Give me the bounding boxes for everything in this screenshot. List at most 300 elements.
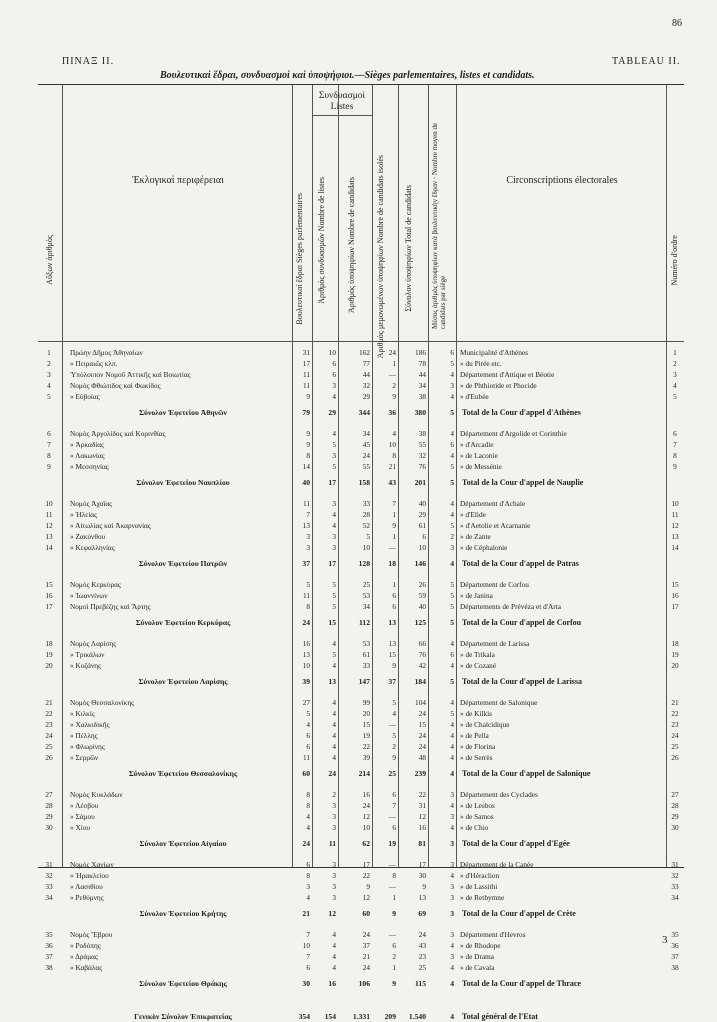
circumscription-gr: » Φλωρίνης bbox=[70, 742, 105, 751]
cell-i: 8 bbox=[392, 451, 396, 460]
cell-a: 5 bbox=[450, 677, 454, 686]
circumscription-fr: Départements de Prévéza et d'Arta bbox=[460, 602, 561, 611]
cell-a: 5 bbox=[450, 478, 454, 487]
cell-a: 4 bbox=[450, 731, 454, 740]
cell-t: 43 bbox=[418, 941, 426, 950]
cell-s: 79 bbox=[302, 408, 310, 417]
cell-c: 344 bbox=[358, 408, 370, 417]
cell-s: 21 bbox=[302, 909, 310, 918]
cell-c: 60 bbox=[362, 909, 370, 918]
circumscription-gr: » Ἡρακλείου bbox=[70, 871, 109, 880]
row-number: 32 bbox=[45, 871, 53, 880]
rule bbox=[312, 115, 372, 116]
circumscription-fr: » de Phthiotide et Phocide bbox=[460, 381, 537, 390]
cell-c: 55 bbox=[362, 462, 370, 471]
circumscription-fr: » de Chio bbox=[460, 823, 489, 832]
row-number: 20 bbox=[45, 661, 53, 670]
cell-s: 9 bbox=[306, 392, 310, 401]
cell-a: 2 bbox=[450, 532, 454, 541]
row-number: 21 bbox=[45, 698, 53, 707]
row-order-number: 22 bbox=[671, 709, 679, 718]
circumscription-gr: Σύνολον Ἐφετείου Θεσσαλονίκης bbox=[128, 769, 238, 778]
row-order-number: 36 bbox=[671, 941, 679, 950]
circumscription-gr: » Ροδόπης bbox=[70, 941, 101, 950]
row-order-number: 28 bbox=[671, 801, 679, 810]
table-row bbox=[38, 391, 684, 402]
cell-c: 24 bbox=[362, 930, 370, 939]
cell-s: 24 bbox=[302, 839, 310, 848]
cell-t: 29 bbox=[418, 510, 426, 519]
cell-l: 2 bbox=[332, 790, 336, 799]
cell-l: 17 bbox=[328, 559, 336, 568]
cell-i: 2 bbox=[392, 381, 396, 390]
cell-s: 11 bbox=[302, 499, 310, 508]
circumscription-gr: Σύνολον Ἐφετείου Αἰγαίου bbox=[139, 839, 227, 848]
cell-c: 158 bbox=[358, 478, 370, 487]
cell-s: 30 bbox=[302, 979, 310, 988]
cell-a: 6 bbox=[450, 650, 454, 659]
circumscription-gr: » Αἰτωλίας καὶ Ἀκαρνανίας bbox=[70, 521, 151, 530]
cell-t: 24 bbox=[418, 709, 426, 718]
cell-l: 3 bbox=[332, 860, 336, 869]
circumscription-fr: » de Chalcidique bbox=[460, 720, 510, 729]
cell-l: 4 bbox=[332, 392, 336, 401]
circumscription-gr: Νομοὶ Πρεβέζης καὶ Ἄρτης bbox=[70, 602, 151, 611]
circumscription-fr: Total général de l'Etat bbox=[462, 1012, 538, 1021]
cell-i: 4 bbox=[392, 709, 396, 718]
row-number: 8 bbox=[47, 451, 51, 460]
cell-t: 24 bbox=[418, 930, 426, 939]
cell-s: 5 bbox=[306, 709, 310, 718]
col-header-lists-cand: Ἀριθμὸς ὑποψηφίων Nombre de candidats bbox=[347, 177, 356, 314]
cell-i: 9 bbox=[392, 753, 396, 762]
cell-l: 3 bbox=[332, 532, 336, 541]
cell-s: 8 bbox=[306, 451, 310, 460]
cell-i: 5 bbox=[392, 731, 396, 740]
col-header-lists: Συνδυασμοὶ Listes bbox=[318, 91, 366, 112]
circumscription-fr: » de Zante bbox=[460, 532, 491, 541]
cell-i: — bbox=[388, 930, 396, 939]
row-order-number: 19 bbox=[671, 650, 679, 659]
cell-c: 24 bbox=[362, 801, 370, 810]
cell-s: 7 bbox=[306, 930, 310, 939]
row-order-number: 35 bbox=[671, 930, 679, 939]
header-right: TABLEAU II. bbox=[612, 56, 681, 67]
rule bbox=[38, 341, 684, 342]
row-order-number: 37 bbox=[671, 952, 679, 961]
cell-i: — bbox=[388, 812, 396, 821]
cell-l: 4 bbox=[332, 698, 336, 707]
table-row bbox=[38, 531, 684, 542]
cell-t: 24 bbox=[418, 731, 426, 740]
row-order-number: 11 bbox=[671, 510, 679, 519]
cell-a: 5 bbox=[450, 408, 454, 417]
cell-a: 4 bbox=[450, 979, 454, 988]
circumscription-gr: » Λέσβου bbox=[70, 801, 99, 810]
table-row bbox=[38, 892, 684, 903]
row-number: 1 bbox=[47, 348, 51, 357]
circumscription-fr: Total de la Cour d'appel de Salonique bbox=[462, 769, 591, 778]
cell-c: 99 bbox=[362, 698, 370, 707]
circumscription-fr: Département de la Canée bbox=[460, 860, 534, 869]
table-row bbox=[38, 708, 684, 719]
cell-a: 5 bbox=[450, 618, 454, 627]
circumscription-fr: Total de la Cour d'appel d'Athènes bbox=[462, 408, 581, 417]
cell-c: 24 bbox=[362, 963, 370, 972]
cell-i: 37 bbox=[388, 677, 396, 686]
cell-a: 4 bbox=[450, 510, 454, 519]
cell-a: 4 bbox=[450, 559, 454, 568]
cell-t: 38 bbox=[418, 392, 426, 401]
cell-s: 8 bbox=[306, 871, 310, 880]
circumscription-gr: » Εὐβοίας bbox=[70, 392, 100, 401]
cell-i: 9 bbox=[392, 661, 396, 670]
cell-c: 10 bbox=[362, 823, 370, 832]
cell-a: 3 bbox=[450, 790, 454, 799]
cell-a: 5 bbox=[450, 602, 454, 611]
row-number: 13 bbox=[45, 532, 53, 541]
circumscription-gr: » Ρεθύμνης bbox=[70, 893, 104, 902]
circumscription-gr: » Λακωνίας bbox=[70, 451, 105, 460]
cell-t: 104 bbox=[415, 698, 426, 707]
table-row bbox=[38, 428, 684, 439]
cell-c: 39 bbox=[362, 753, 370, 762]
table-row bbox=[38, 601, 684, 612]
row-number: 7 bbox=[47, 440, 51, 449]
row-order-number: 20 bbox=[671, 661, 679, 670]
row-order-number: 5 bbox=[673, 392, 677, 401]
circumscription-gr: » Μεσσηνίας bbox=[70, 462, 109, 471]
cell-c: 53 bbox=[362, 639, 370, 648]
circumscription-fr: » de Céphalonie bbox=[460, 543, 508, 552]
circumscription-fr: Total de la Cour d'appel de Crète bbox=[462, 909, 576, 918]
cell-l: 5 bbox=[332, 650, 336, 659]
cell-a: 4 bbox=[450, 1012, 454, 1021]
cell-t: 1.540 bbox=[408, 1012, 426, 1021]
circumscription-fr: Département des Cyclades bbox=[460, 790, 538, 799]
cell-l: 4 bbox=[332, 429, 336, 438]
table-row bbox=[38, 638, 684, 649]
table-row bbox=[38, 450, 684, 461]
total-row bbox=[38, 908, 684, 919]
cell-t: 69 bbox=[418, 909, 426, 918]
cell-l: 3 bbox=[332, 543, 336, 552]
row-number: 9 bbox=[47, 462, 51, 471]
row-number: 30 bbox=[45, 823, 53, 832]
circumscription-fr: Total de la Cour d'appel de Thrace bbox=[462, 979, 581, 988]
total-row bbox=[38, 838, 684, 849]
cell-l: 3 bbox=[332, 882, 336, 891]
circumscription-fr: Département d'Argolide et Corinthie bbox=[460, 429, 567, 438]
cell-a: 4 bbox=[450, 499, 454, 508]
cell-a: 5 bbox=[450, 462, 454, 471]
cell-a: 5 bbox=[450, 359, 454, 368]
circumscription-fr: Total de la Cour d'appel de Patras bbox=[462, 559, 579, 568]
cell-t: 61 bbox=[418, 521, 426, 530]
cell-a: 4 bbox=[450, 742, 454, 751]
row-number: 37 bbox=[45, 952, 53, 961]
row-number: 25 bbox=[45, 742, 53, 751]
cell-i: 209 bbox=[384, 1012, 396, 1021]
circumscription-gr: » Ἠλείας bbox=[70, 510, 98, 519]
cell-i: 43 bbox=[388, 478, 396, 487]
cell-a: 3 bbox=[450, 930, 454, 939]
cell-s: 8 bbox=[306, 602, 310, 611]
row-order-number: 9 bbox=[673, 462, 677, 471]
cell-t: 44 bbox=[418, 370, 426, 379]
circumscription-fr: » de Cozané bbox=[460, 661, 497, 670]
total-row bbox=[38, 558, 684, 569]
cell-i: 6 bbox=[392, 591, 396, 600]
circumscription-gr: » Ἀρκαδίας bbox=[70, 440, 104, 449]
header-left: ΠΙΝΑΞ II. bbox=[62, 56, 115, 67]
row-number: 26 bbox=[45, 753, 53, 762]
table-row bbox=[38, 439, 684, 450]
row-order-number: 34 bbox=[671, 893, 679, 902]
cell-s: 24 bbox=[302, 618, 310, 627]
cell-l: 5 bbox=[332, 602, 336, 611]
cell-a: 5 bbox=[450, 709, 454, 718]
circumscription-gr: » Κεφαλληνίας bbox=[70, 543, 115, 552]
row-order-number: 2 bbox=[673, 359, 677, 368]
cell-i: 18 bbox=[388, 559, 396, 568]
cell-s: 6 bbox=[306, 742, 310, 751]
circumscription-fr: Total de la Cour d'appel de Nauplie bbox=[462, 478, 584, 487]
circumscription-fr: » de Rhodope bbox=[460, 941, 501, 950]
cell-s: 13 bbox=[302, 650, 310, 659]
cell-c: 12 bbox=[362, 893, 370, 902]
circumscription-fr: » de Lassithi bbox=[460, 882, 498, 891]
cell-t: 38 bbox=[418, 429, 426, 438]
cell-l: 3 bbox=[332, 451, 336, 460]
col-header-order-fr: Numéro d'ordre bbox=[670, 235, 679, 286]
cell-i: 1 bbox=[392, 893, 396, 902]
row-order-number: 12 bbox=[671, 521, 679, 530]
cell-c: 20 bbox=[362, 709, 370, 718]
cell-s: 16 bbox=[302, 639, 310, 648]
circumscription-fr: Département de Corfou bbox=[460, 580, 529, 589]
cell-c: 34 bbox=[362, 602, 370, 611]
table-row bbox=[38, 649, 684, 660]
row-order-number: 23 bbox=[671, 720, 679, 729]
circumscription-fr: » d'Elide bbox=[460, 510, 486, 519]
cell-t: 31 bbox=[418, 801, 426, 810]
circumscription-gr: Σύνολον Ἐφετείου Λαρίσης bbox=[138, 677, 228, 686]
cell-c: 61 bbox=[362, 650, 370, 659]
col-header-lists-count: Ἀριθμὸς συνδυασμῶν Nombre de listes bbox=[317, 177, 326, 304]
cell-s: 60 bbox=[302, 769, 310, 778]
cell-t: 10 bbox=[418, 543, 426, 552]
cell-l: 6 bbox=[332, 359, 336, 368]
cell-a: 5 bbox=[450, 521, 454, 530]
circumscription-fr: » de Florina bbox=[460, 742, 496, 751]
circumscription-gr: » Χίου bbox=[70, 823, 90, 832]
row-order-number: 13 bbox=[671, 532, 679, 541]
cell-t: 66 bbox=[418, 639, 426, 648]
cell-c: 44 bbox=[362, 370, 370, 379]
cell-c: 22 bbox=[362, 871, 370, 880]
cell-a: 4 bbox=[450, 370, 454, 379]
cell-s: 7 bbox=[306, 510, 310, 519]
circumscription-gr: » Ζακύνθου bbox=[70, 532, 106, 541]
row-number: 4 bbox=[47, 381, 51, 390]
col-header-average: Μέσος ἀριθμὸς ὑποψηφίων κατὰ βουλευτικὴν ἕδραν · Nombre moyen de candidats par siège bbox=[431, 122, 447, 329]
cell-s: 9 bbox=[306, 440, 310, 449]
cell-s: 37 bbox=[302, 559, 310, 568]
cell-t: 40 bbox=[418, 602, 426, 611]
cell-i: 24 bbox=[388, 348, 396, 357]
cell-s: 3 bbox=[306, 532, 310, 541]
table-row bbox=[38, 520, 684, 531]
cell-l: 6 bbox=[332, 370, 336, 379]
circumscription-gr: Νομὸς Ἀργολίδος καὶ Κορινθίας bbox=[70, 429, 166, 438]
row-order-number: 14 bbox=[671, 543, 679, 552]
cell-c: 34 bbox=[362, 429, 370, 438]
cell-a: 4 bbox=[450, 753, 454, 762]
cell-i: 9 bbox=[392, 979, 396, 988]
cell-c: 21 bbox=[362, 952, 370, 961]
cell-a: 3 bbox=[450, 860, 454, 869]
row-order-number: 24 bbox=[671, 731, 679, 740]
cell-l: 4 bbox=[332, 742, 336, 751]
cell-a: 3 bbox=[450, 952, 454, 961]
table-row bbox=[38, 380, 684, 391]
cell-t: 16 bbox=[418, 823, 426, 832]
table-caption: Βουλευτικαὶ ἕδραι, συνδυασμοὶ καὶ ὑποψήφιοι.—Sièges parlementaires, listes et candidats. bbox=[160, 70, 535, 81]
cell-s: 6 bbox=[306, 963, 310, 972]
circumscription-gr: Σύνολον Ἐφετείου Ἀθηνῶν bbox=[139, 408, 227, 417]
cell-s: 11 bbox=[302, 591, 310, 600]
row-order-number: 10 bbox=[671, 499, 679, 508]
cell-l: 4 bbox=[332, 709, 336, 718]
circumscription-fr: Département d'Hevros bbox=[460, 930, 526, 939]
row-order-number: 38 bbox=[671, 963, 679, 972]
cell-l: 3 bbox=[332, 871, 336, 880]
cell-l: 4 bbox=[332, 639, 336, 648]
circumscription-gr: » Πειραιῶς κλπ. bbox=[70, 359, 118, 368]
cell-c: 62 bbox=[362, 839, 370, 848]
table-row bbox=[38, 951, 684, 962]
cell-s: 3 bbox=[306, 882, 310, 891]
cell-c: 77 bbox=[362, 359, 370, 368]
circumscription-fr: » de Messénie bbox=[460, 462, 502, 471]
cell-c: 28 bbox=[362, 510, 370, 519]
cell-i: 4 bbox=[392, 429, 396, 438]
cell-c: 1.331 bbox=[352, 1012, 370, 1021]
cell-t: 76 bbox=[418, 650, 426, 659]
row-order-number: 16 bbox=[671, 591, 679, 600]
table-row bbox=[38, 859, 684, 870]
cell-a: 3 bbox=[450, 893, 454, 902]
row-number: 33 bbox=[45, 882, 53, 891]
row-number: 14 bbox=[45, 543, 53, 552]
cell-t: 34 bbox=[418, 381, 426, 390]
col-header-circ-gr: Ἐκλογικαὶ περιφέρειαι bbox=[132, 175, 224, 186]
cell-t: 184 bbox=[414, 677, 426, 686]
cell-l: 3 bbox=[332, 812, 336, 821]
row-number: 35 bbox=[45, 930, 53, 939]
cell-a: 4 bbox=[450, 720, 454, 729]
cell-c: 15 bbox=[362, 720, 370, 729]
cell-t: 125 bbox=[414, 618, 426, 627]
cell-i: 9 bbox=[392, 909, 396, 918]
cell-s: 11 bbox=[302, 381, 310, 390]
cell-t: 25 bbox=[418, 963, 426, 972]
row-number: 2 bbox=[47, 359, 51, 368]
row-number: 12 bbox=[45, 521, 53, 530]
circumscription-fr: Municipalité d'Athènes bbox=[460, 348, 528, 357]
cell-c: 128 bbox=[358, 559, 370, 568]
cell-t: 76 bbox=[418, 462, 426, 471]
circumscription-gr: Σύνολον Ἐφετείου Κρήτης bbox=[139, 909, 227, 918]
cell-t: 15 bbox=[418, 720, 426, 729]
circumscription-fr: Total de la Cour d'appel d'Egée bbox=[462, 839, 570, 848]
cell-l: 5 bbox=[332, 462, 336, 471]
table-row bbox=[38, 579, 684, 590]
row-number: 24 bbox=[45, 731, 53, 740]
cell-l: 3 bbox=[332, 823, 336, 832]
table-row bbox=[38, 752, 684, 763]
cell-t: 59 bbox=[418, 591, 426, 600]
circumscription-gr: Γενικὸν Σύνολον Ἐπικρατείας bbox=[134, 1012, 232, 1021]
total-row bbox=[38, 407, 684, 418]
cell-c: 19 bbox=[362, 731, 370, 740]
circumscription-fr: Total de la Cour d'appel de Larissa bbox=[462, 677, 583, 686]
circumscription-gr: » Ἰωαννίνων bbox=[70, 591, 108, 600]
cell-s: 40 bbox=[302, 478, 310, 487]
cell-c: 24 bbox=[362, 451, 370, 460]
circumscription-fr: Total de la Cour d'appel de Corfou bbox=[462, 618, 582, 627]
cell-i: 13 bbox=[388, 618, 396, 627]
cell-s: 3 bbox=[306, 543, 310, 552]
cell-a: 4 bbox=[450, 769, 454, 778]
circumscription-gr: Νομὸς Ἀχαΐας bbox=[70, 499, 113, 508]
row-order-number: 15 bbox=[671, 580, 679, 589]
cell-t: 6 bbox=[422, 532, 426, 541]
row-order-number: 32 bbox=[671, 871, 679, 880]
cell-c: 25 bbox=[362, 580, 370, 589]
cell-t: 32 bbox=[418, 451, 426, 460]
table-row bbox=[38, 509, 684, 520]
cell-s: 7 bbox=[306, 952, 310, 961]
cell-a: 3 bbox=[450, 839, 454, 848]
cell-s: 39 bbox=[302, 677, 310, 686]
cell-t: 22 bbox=[418, 790, 426, 799]
row-number: 18 bbox=[45, 639, 53, 648]
row-order-number: 1 bbox=[673, 348, 677, 357]
row-number: 27 bbox=[45, 790, 53, 799]
table-row bbox=[38, 590, 684, 601]
circumscription-fr: » de Trikala bbox=[460, 650, 495, 659]
row-number: 11 bbox=[45, 510, 53, 519]
cell-a: 4 bbox=[450, 639, 454, 648]
table-row bbox=[38, 358, 684, 369]
cell-i: 2 bbox=[392, 952, 396, 961]
row-number: 23 bbox=[45, 720, 53, 729]
cell-i: — bbox=[388, 543, 396, 552]
cell-a: 6 bbox=[450, 440, 454, 449]
cell-i: 1 bbox=[392, 359, 396, 368]
cell-l: 5 bbox=[332, 591, 336, 600]
circumscription-fr: » du Pirée etc. bbox=[460, 359, 502, 368]
row-order-number: 25 bbox=[671, 742, 679, 751]
cell-l: 10 bbox=[328, 348, 336, 357]
row-number: 16 bbox=[45, 591, 53, 600]
cell-i: 9 bbox=[392, 521, 396, 530]
circumscription-gr: » Σάμου bbox=[70, 812, 95, 821]
cell-l: 29 bbox=[328, 408, 336, 417]
row-order-number: 31 bbox=[671, 860, 679, 869]
